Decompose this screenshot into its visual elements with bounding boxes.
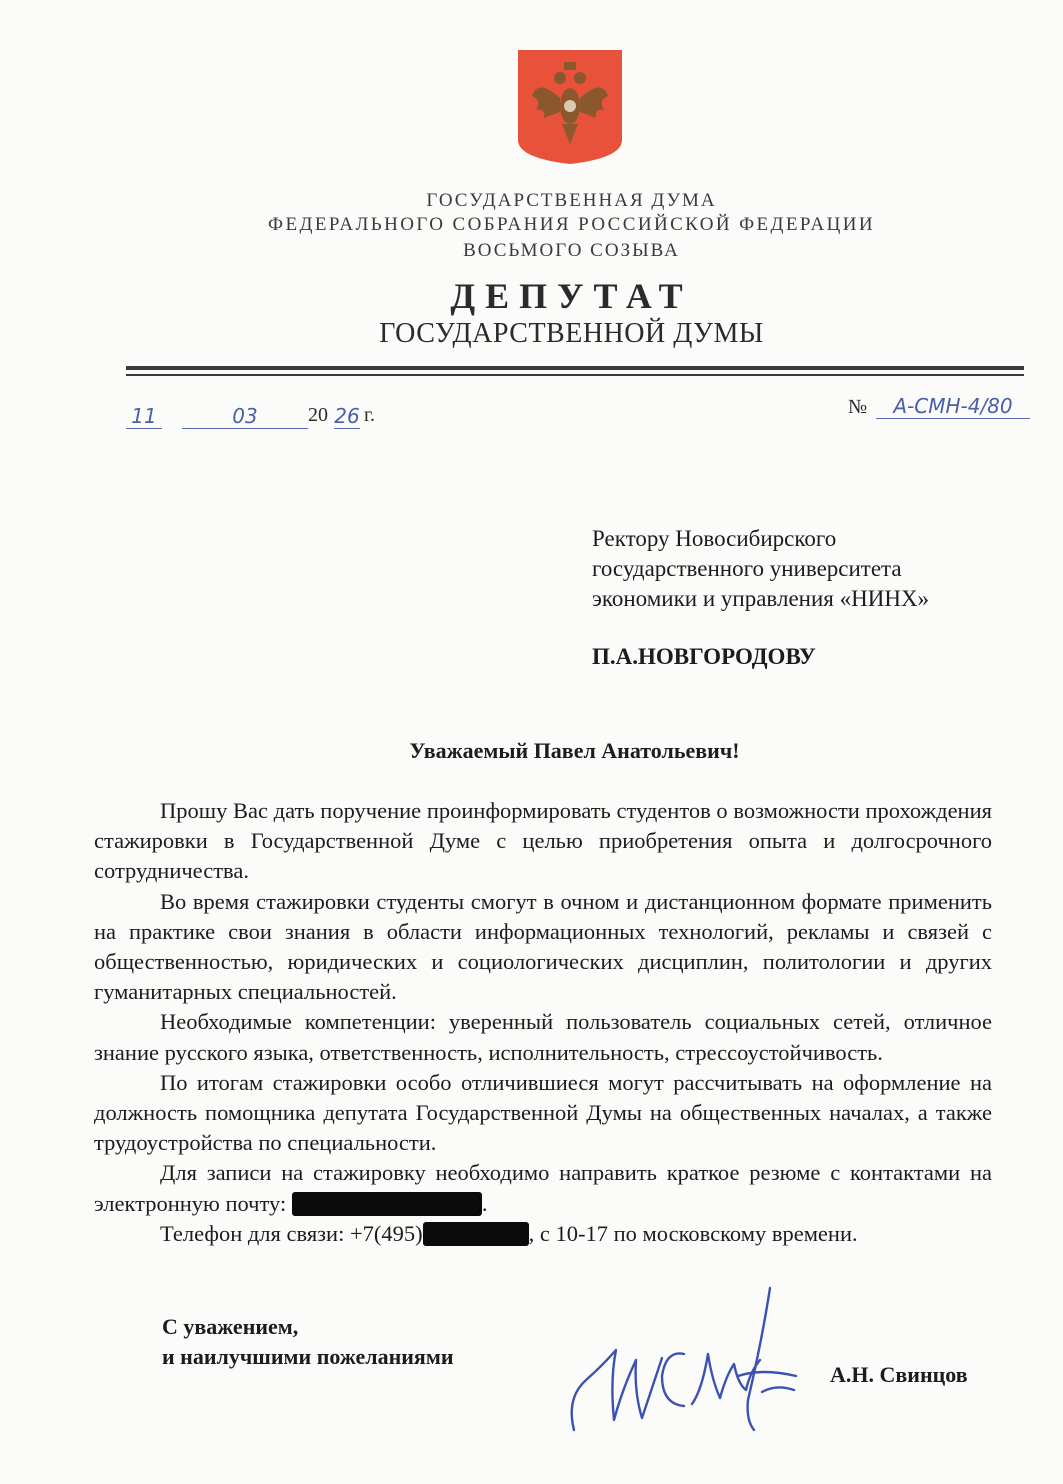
paragraph: Прошу Вас дать поручение проинформировать студентов о возможности прохождения стажировки в Государственной Думе с целью приобретения опыта и долгосрочного сотрудничества.	[94, 798, 992, 884]
paragraph: Необходимые компетенции: уверенный пользователь социальных сетей, отличное знание русского языка, ответственность, исполнительность, стрессоустойчивость.	[94, 1009, 992, 1065]
letter-body	[94, 796, 992, 1249]
header-line-1: ГОСУДАРСТВЕННАЯ ДУМА	[426, 190, 717, 211]
date-year-suffix: 26	[334, 404, 360, 428]
paragraph-text: , с 10-17 по московскому времени.	[528, 1220, 858, 1246]
addressee-block	[592, 524, 929, 614]
header-line-2: ФЕДЕРАЛЬНОГО СОБРАНИЯ РОССИЙСКОЙ ФЕДЕРАЦИИ	[268, 214, 875, 235]
date-year-prefix: 20	[308, 404, 328, 426]
paragraph-text: Для записи на стажировку необходимо направить краткое резюме с контактами на электронную почту:	[94, 1160, 992, 1216]
number-sign: №	[848, 396, 868, 418]
paragraph-text: .	[481, 1190, 488, 1216]
greeting: Уважаемый Павел Анатольевич!	[409, 738, 740, 763]
addressee-line: Ректору Новосибирского	[592, 526, 837, 551]
handwritten-signature	[562, 1280, 812, 1440]
header-title: ДЕПУТАТ	[450, 276, 693, 316]
header-subtitle: ГОСУДАРСТВЕННОЙ ДУМЫ	[379, 318, 764, 349]
closing-line: и наилучшими пожеланиями	[162, 1344, 454, 1369]
date-day: 11	[126, 404, 162, 429]
redacted-email	[292, 1192, 482, 1216]
header-divider-thick	[126, 366, 1024, 370]
number-value: А-СМН-4/80	[876, 394, 1030, 419]
signer-name: А.Н. Свинцов	[830, 1362, 968, 1387]
header-line-3: ВОСЬМОГО СОЗЫВА	[463, 240, 680, 261]
header-divider-thin	[126, 374, 1024, 376]
paragraph	[94, 1158, 992, 1218]
russian-coat-of-arms-icon	[516, 48, 624, 166]
addressee-line: государственного университета	[592, 556, 902, 581]
closing-line: С уважением,	[162, 1314, 299, 1339]
redacted-phone	[423, 1222, 529, 1246]
paragraph: По итогам стажировки особо отличившиеся могут рассчитывать на оформление на должность помощника депутата Государственной Думы на общественных началах, а также трудоустройства по специальности.	[94, 1069, 992, 1156]
closing-block	[162, 1312, 454, 1372]
paragraph	[94, 1219, 992, 1249]
date-suffix: г.	[364, 404, 375, 426]
recipient-name: П.А.НОВГОРОДОВУ	[592, 644, 816, 669]
paragraph: Во время стажировки студенты смогут в очном и дистанционном формате применить на практике свои знания в области информационных технологий, рекламы и связей с общественностью, юридических и социологических дисциплин, политологии и других гуманитарных специальностей.	[94, 888, 992, 1005]
addressee-line: экономики и управления «НИНХ»	[592, 586, 930, 611]
date-month: 03	[182, 404, 308, 429]
paragraph-text: Телефон для связи: +7(495)	[160, 1220, 423, 1246]
